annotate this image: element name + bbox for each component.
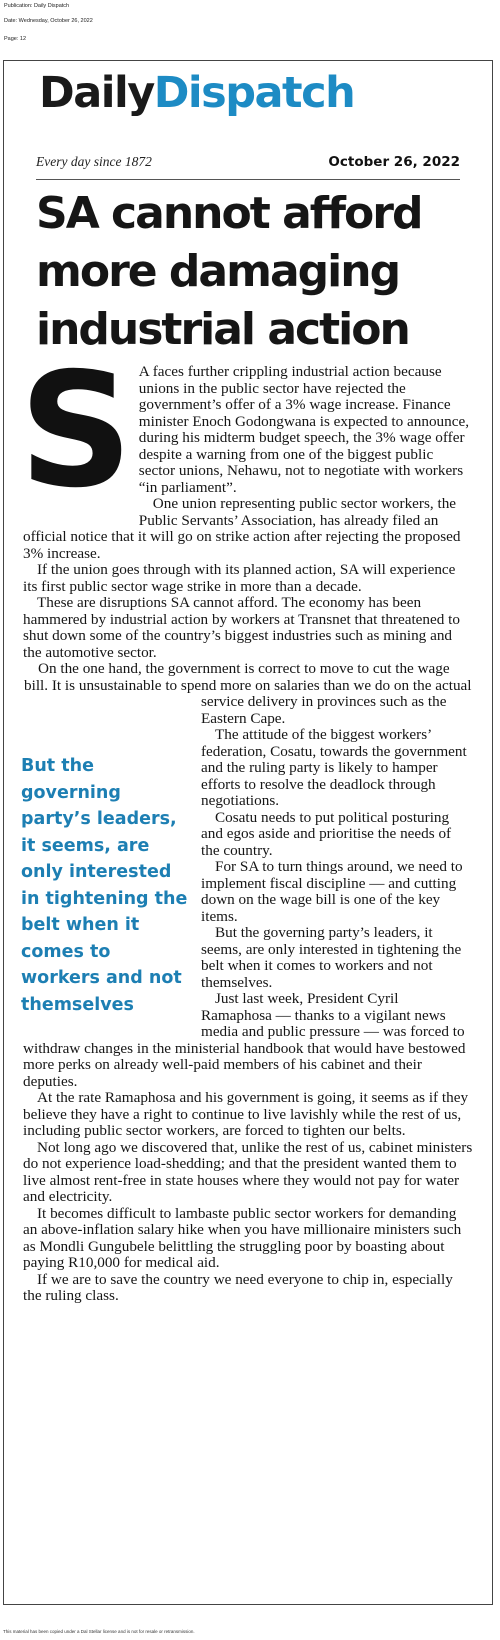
tagline: Every day since 1872 xyxy=(36,154,152,169)
article-paragraph: One union representing public sector workers, the Public Servants’ Association, has already filed an official notice that it will go on strike action after rejecting the proposed 3% increase. xyxy=(23,495,461,562)
masthead-logo xyxy=(39,68,355,118)
article-paragraph: If we are to save the country we need everyone to chip in, especially the ruling class. xyxy=(23,1270,453,1304)
article-paragraph: If the union goes through with its planned action, SA will experience its first public sector wage strike in more than a decade. xyxy=(23,561,456,595)
drop-cap: S xyxy=(19,339,133,523)
newspaper-page xyxy=(3,60,493,1605)
article-paragraph: Cosatu needs to put political posturing and egos aside and prioritise the needs of the country. xyxy=(201,808,452,859)
masthead-daily: Daily xyxy=(39,68,154,118)
article-paragraph: It becomes difficult to lambaste public sector workers for demanding an above-inflation salary hike when you have millionaire ministers such as Mondli Gungubele belittling the struggling poor by boasting about paying R10,000 for medical aid. xyxy=(23,1204,462,1271)
article-paragraph: A faces further crippling industrial action because unions in the public sector have rejected the government’s offer of a 3% wage increase. Finance minister Enoch Godongwana is expected to announce, during his midterm budget speech, the 3% wage offer despite a warning from one of the biggest public sector unions, Nehawu, not to negotiate with workers “in parliament”. xyxy=(138,363,470,496)
copyright-disclaimer: This material has been copied under a Dal Stellar license and is not for resale or retransmission. xyxy=(3,1629,195,1634)
article-paragraph: The attitude of the biggest workers’ federation, Cosatu, towards the government and the ruling party is likely to hamper efforts to resolve the deadlock through negotiations. xyxy=(201,726,467,809)
issue-date: October 26, 2022 xyxy=(328,154,460,170)
article-body xyxy=(19,339,473,1305)
article-paragraph: Not long ago we discovered that, unlike the rest of us, cabinet ministers do not experience load-shedding; and that the president wanted them to live almost rent-free in state houses where they would not pay for water and electricity. xyxy=(23,1138,473,1205)
masthead-rule xyxy=(36,179,460,180)
publication-meta: Publication: Daily Dispatch xyxy=(4,3,70,9)
article-paragraph: These are disruptions SA cannot afford. The economy has been hammered by industrial action by workers at Transnet that threatened to shut down some of the country’s biggest industries such as mining and the automotive sector. xyxy=(23,594,460,661)
date-meta: Date: Wednesday, October 26, 2022 xyxy=(4,18,93,24)
article-paragraph: At the rate Ramaphosa and his government is going, it seems as if they believe they have a right to continue to live lavishly while the rest of us, including public sector workers, are forced to tighten our belts. xyxy=(23,1089,469,1139)
headline: SA cannot afford more damaging industrial action xyxy=(36,188,422,355)
page-meta: Page: 12 xyxy=(4,36,27,42)
masthead-dispatch: Dispatch xyxy=(153,68,355,118)
article-paragraph: On the one hand, the government is correct to move to cut the wage bill. It is unsustainable to spend more on salaries than we do on the actual service delivery in provinces such as the Eastern Cape. xyxy=(24,660,472,727)
article-paragraph: For SA to turn things around, we need to implement fiscal discipline — and cutting down on the wage bill is one of the key items. xyxy=(201,858,463,925)
article-paragraph: Just last week, President Cyril Ramaphosa — thanks to a vigilant news media and public pressure — was forced to withdraw changes in the ministerial handbook that would have bestowed more perks on already well-paid members of his cabinet and their deputies. xyxy=(23,990,466,1090)
article-paragraph: But the governing party’s leaders, it seems, are only interested in tightening the belt when it comes to workers and not themselves. xyxy=(201,924,462,991)
pull-quote: But the governing party’s leaders, it seems, are only interested in tightening the belt when it comes to workers and not themselves xyxy=(21,756,188,1015)
